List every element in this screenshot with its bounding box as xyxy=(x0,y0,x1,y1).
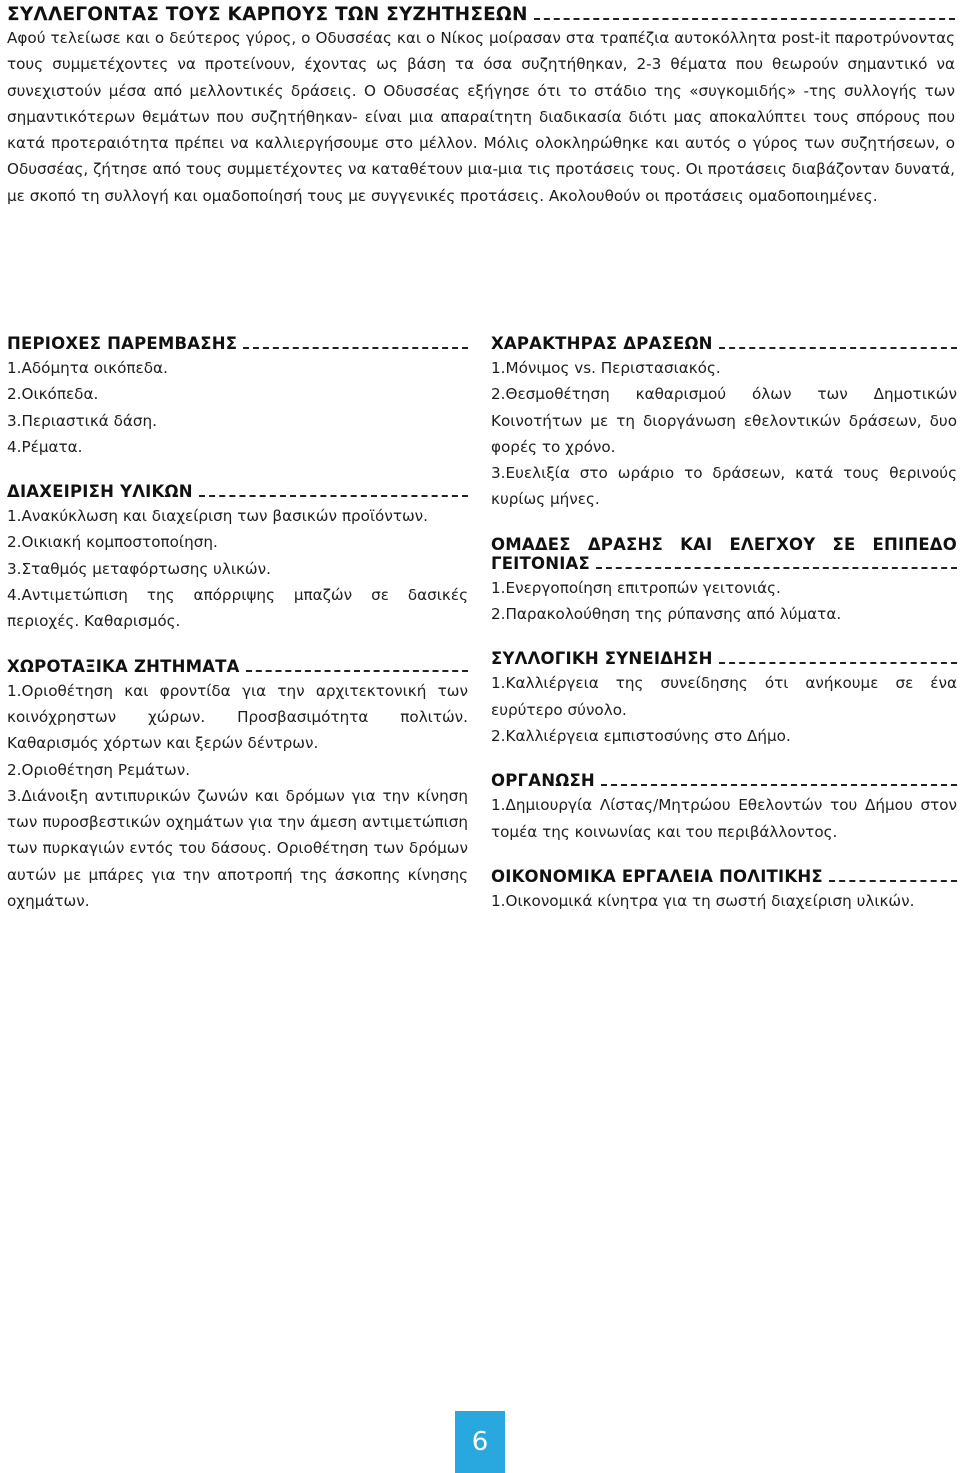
list-item: 2.Θεσμοθέτηση καθαρισμού όλων των Δημοτικών Κοινοτήτων με τη διοργάνωση εθελοντικών δράσεων, δυο φορές το χρόνο. xyxy=(491,385,957,456)
list-item: 3.Περιαστικά δάση. xyxy=(7,411,157,430)
list-item: 1.Οικονομικά κίνητρα για τη σωστή διαχείριση υλικών. xyxy=(491,891,915,910)
list-item: 3.Διάνοιξη αντιπυρικών ζωνών και δρόμων για την κίνηση των πυροσβεστικών οχημάτων για την άμεση αντιμετώπιση των πυρκαγιών εντός του δάσους. Οριοθέτηση των δρόμων αυτών με μπάρες για την αποτροπή της άσκοπης κίνησης οχημάτων. xyxy=(7,786,468,911)
section-heading: ΟΡΓΑΝΩΣΗ xyxy=(491,771,595,791)
section-heading: ΧΩΡΟΤΑΞΙΚΑ ΖΗΤΗΜΑΤΑ xyxy=(7,656,240,676)
heading-dashed-rule xyxy=(601,784,957,786)
section-items xyxy=(491,575,957,628)
list-item: 2.Οικιακή κομποστοποίηση. xyxy=(7,533,218,552)
heading-dashed-rule xyxy=(534,18,955,20)
list-item: 2.Καλλιέργεια εμπιστοσύνης στο Δήμο. xyxy=(491,726,791,745)
section-heading: ΠΕΡΙΟΧΕΣ ΠΑΡΕΜΒΑΣΗΣ xyxy=(7,334,238,353)
main-heading-row xyxy=(7,4,955,25)
list-item: 4.Ρέματα. xyxy=(7,437,83,456)
section-neighborhood-groups xyxy=(491,535,957,628)
list-item: 1.Οριοθέτηση και φροντίδα για την αρχιτεκτονική των κοινόχρηστων χώρων. Προσβασιμότητα πολιτών. Καθαρισμός χόρτων και ξερών δέντρων. xyxy=(7,681,468,753)
list-item: 1.Αδόμητα οικόπεδα. xyxy=(7,359,168,377)
section-items xyxy=(7,355,468,460)
list-item: 2.Οριοθέτηση Ρεμάτων. xyxy=(7,760,191,779)
section-heading: ΧΑΡΑΚΤΗΡΑΣ ΔΡΑΣΕΩΝ xyxy=(491,334,713,353)
section-heading: ΔΙΑΧΕΙΡΙΣΗ ΥΛΙΚΩΝ xyxy=(7,482,193,502)
heading-dashed-rule xyxy=(719,662,957,664)
heading-dashed-rule xyxy=(596,567,957,569)
list-item: 1.Μόνιμος vs. Περιστασιακός. xyxy=(491,359,721,377)
heading-dashed-rule xyxy=(719,347,957,349)
list-item: 1.Καλλιέργεια της συνείδησης ότι ανήκουμε σε ένα ευρύτερο σύνολο. xyxy=(491,674,957,719)
section-spatial-planning xyxy=(7,657,468,915)
section-action-character xyxy=(491,334,957,513)
page-number: 6 xyxy=(455,1411,505,1473)
intro-block xyxy=(7,4,955,209)
intro-paragraph: Αφού τελείωσε και ο δεύτερος γύρος, ο Οδυσσέας και ο Νίκος μοίρασαν στα τραπέζια αυτοκόλλητα post-it παροτρύνοντας τους συμμετέχοντες να προτείνουν, έχοντας ως βάση τα όσα συζητήθηκαν, 2-3 θέματα που θεωρούν σημαντικό να συνεχιστούν μέσα από μελλοντικές δράσεις. Ο Οδυσσέας εξήγησε ότι το στάδιο της «συγκομιδής» -της συλλογής των σημαντικότερων θεμάτων που συζητήθηκαν- είναι μια απαραίτητη διαδικασία διότι μας αποκαλύπτει τους σπόρους που κατά προτεραιότητα πρέπει να καλλιεργήσουμε στο μέλλον. Μόλις ολοκληρώθηκε και αυτός ο γύρος των συζητήσεων, ο Οδυσσέας, ζήτησε από τους συμμετέχοντες να καταθέτουν μια-μια τις προτάσεις τους. Οι προτάσεις διαβάζονταν δυνατά, με σκοπό τη συλλογή και ομαδοποίησή τους με συγγενικές προτάσεις. Ακολουθούν οι προτάσεις ομαδοποιημένες. xyxy=(7,29,955,205)
list-item: 1.Ανακύκλωση και διαχείριση των βασικών προϊόντων. xyxy=(7,507,428,526)
section-items xyxy=(7,503,468,634)
list-item: 4.Αντιμετώπιση της απόρριψης μπαζών σε δασικές περιοχές. Καθαρισμός. xyxy=(7,586,468,631)
right-column xyxy=(491,334,957,936)
section-collective-awareness xyxy=(491,649,957,749)
section-heading: ΣΥΛΛΟΓΙΚΗ ΣΥΝΕΙΔΗΣΗ xyxy=(491,649,713,669)
section-materials-management xyxy=(7,482,468,634)
section-items xyxy=(491,670,957,749)
list-item: 1.Ενεργοποίηση επιτροπών γειτονιάς. xyxy=(491,578,781,597)
section-heading-line-1: ΟΜΑΔΕΣ ΔΡΑΣΗΣ ΚΑΙ ΕΛΕΓΧΟΥ ΣΕ ΕΠΙΠΕΔΟ xyxy=(491,534,957,554)
section-heading-row xyxy=(7,334,468,353)
section-heading: ΟΙΚΟΝΟΜΙΚΑ ΕΡΓΑΛΕΙΑ ΠΟΛΙΤΙΚΗΣ xyxy=(491,866,823,886)
list-item: 3.Ευελιξία στο ωράριο το δράσεων, κατά τους θερινούς κυρίως μήνες. xyxy=(491,464,957,509)
main-heading: ΣΥΛΛΕΓΟΝΤΑΣ ΤΟΥΣ ΚΑΡΠΟΥΣ ΤΩΝ ΣΥΖΗΤΗΣΕΩΝ xyxy=(7,4,528,25)
section-heading-row xyxy=(491,535,957,573)
section-policy-tools xyxy=(491,867,957,914)
section-heading-row xyxy=(7,482,468,501)
intro-text xyxy=(7,25,955,209)
list-item: 3.Σταθμός μεταφόρτωσης υλικών. xyxy=(7,559,271,578)
heading-dashed-rule xyxy=(829,880,957,882)
section-organization xyxy=(491,771,957,845)
section-items xyxy=(7,678,468,915)
section-items xyxy=(491,888,957,914)
left-column xyxy=(7,334,468,936)
section-heading-line-2: ΓΕΙΤΟΝΙΑΣ xyxy=(491,553,590,573)
section-items xyxy=(491,792,957,845)
section-items xyxy=(491,355,957,513)
section-heading-row xyxy=(491,334,957,353)
section-heading-row xyxy=(491,867,957,886)
section-heading-row xyxy=(7,657,468,676)
section-heading-row xyxy=(491,649,957,668)
list-item: 1.Δημιουργία Λίστας/Μητρώου Εθελοντών του Δήμου στον τομέα της κοινωνίας και του περιβάλλοντος. xyxy=(491,796,957,841)
heading-dashed-rule xyxy=(243,347,468,349)
list-item: 2.Παρακολούθηση της ρύπανσης από λύματα. xyxy=(491,605,842,624)
list-item: 2.Οικόπεδα. xyxy=(7,385,99,404)
heading-dashed-rule xyxy=(246,670,468,672)
section-heading-row xyxy=(491,771,957,790)
section-intervention-areas xyxy=(7,334,468,460)
heading-dashed-rule xyxy=(199,495,468,497)
